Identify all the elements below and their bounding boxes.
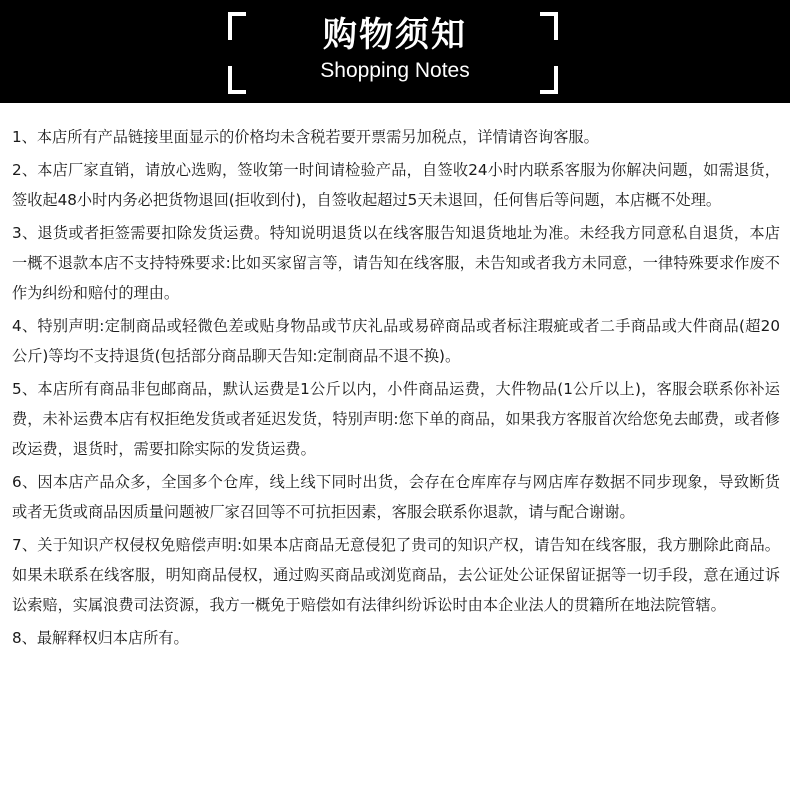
note-item-3: 3、退货或者拒签需要扣除发货运费。特知说明退货以在线客服告知退货地址为准。未经我方同意私自退货，本店一概不退款本店不支持特殊要求:比如买家留言等，请告知在线客服，未告知或者我方未同意，一律特殊要求作废不作为纠纷和赔付的理由。 bbox=[12, 224, 780, 302]
note-item-8: 8、最解释权归本店所有。 bbox=[12, 629, 189, 647]
note-item-1: 1、本店所有产品链接里面显示的价格均未含税若要开票需另加税点，详情请咨询客服。 bbox=[12, 128, 599, 146]
note-item-5: 5、本店所有商品非包邮商品，默认运费是1公斤以内，小件商品运费，大件物品(1公斤以上)，客服会联系你补运费，未补运费本店有权拒绝发货或者延迟发货，特别声明:您下单的商品，如果我方客服首次给您免去邮费，或者修改运费，退货时，需要扣除实际的发货运费。 bbox=[12, 380, 780, 458]
note-item-2: 2、本店厂家直销，请放心选购，签收第一时间请检验产品，自签收24小时内联系客服为你解决问题，如需退货，签收起48小时内务必把货物退回(拒收到付)，自签收起超过5天未退回，任何售后等问题，本店概不处理。 bbox=[12, 161, 780, 209]
page-title: 购物须知 bbox=[323, 15, 467, 55]
page-subtitle: Shopping Notes bbox=[320, 59, 470, 82]
header-banner bbox=[0, 0, 790, 103]
note-item-4: 4、特别声明:定制商品或轻微色差或贴身物品或节庆礼品或易碎商品或者标注瑕疵或者二手商品或大件商品(超20公斤)等均不支持退货(包括部分商品聊天告知:定制商品不退不换)。 bbox=[12, 317, 780, 365]
note-item-6: 6、因本店产品众多，全国多个仓库，线上线下同时出货，会存在仓库库存与网店库存数据不同步现象，导致断货或者无货或商品因质量问题被厂家召回等不可抗拒因素，客服会联系你退款，请与配合谢谢。 bbox=[12, 473, 780, 521]
note-item-7: 7、关于知识产权侵权免赔偿声明:如果本店商品无意侵犯了贵司的知识产权，请告知在线客服，我方删除此商品。如果未联系在线客服，明知商品侵权，通过购买商品或浏览商品，去公证处公证保留证据等一切手段，意在通过诉讼索赔，实属浪费司法资源，我方一概免于赔偿如有法律纠纷诉讼时由本企业法人的贯籍所在地法院管辖。 bbox=[12, 536, 780, 614]
notes-list bbox=[12, 122, 780, 656]
